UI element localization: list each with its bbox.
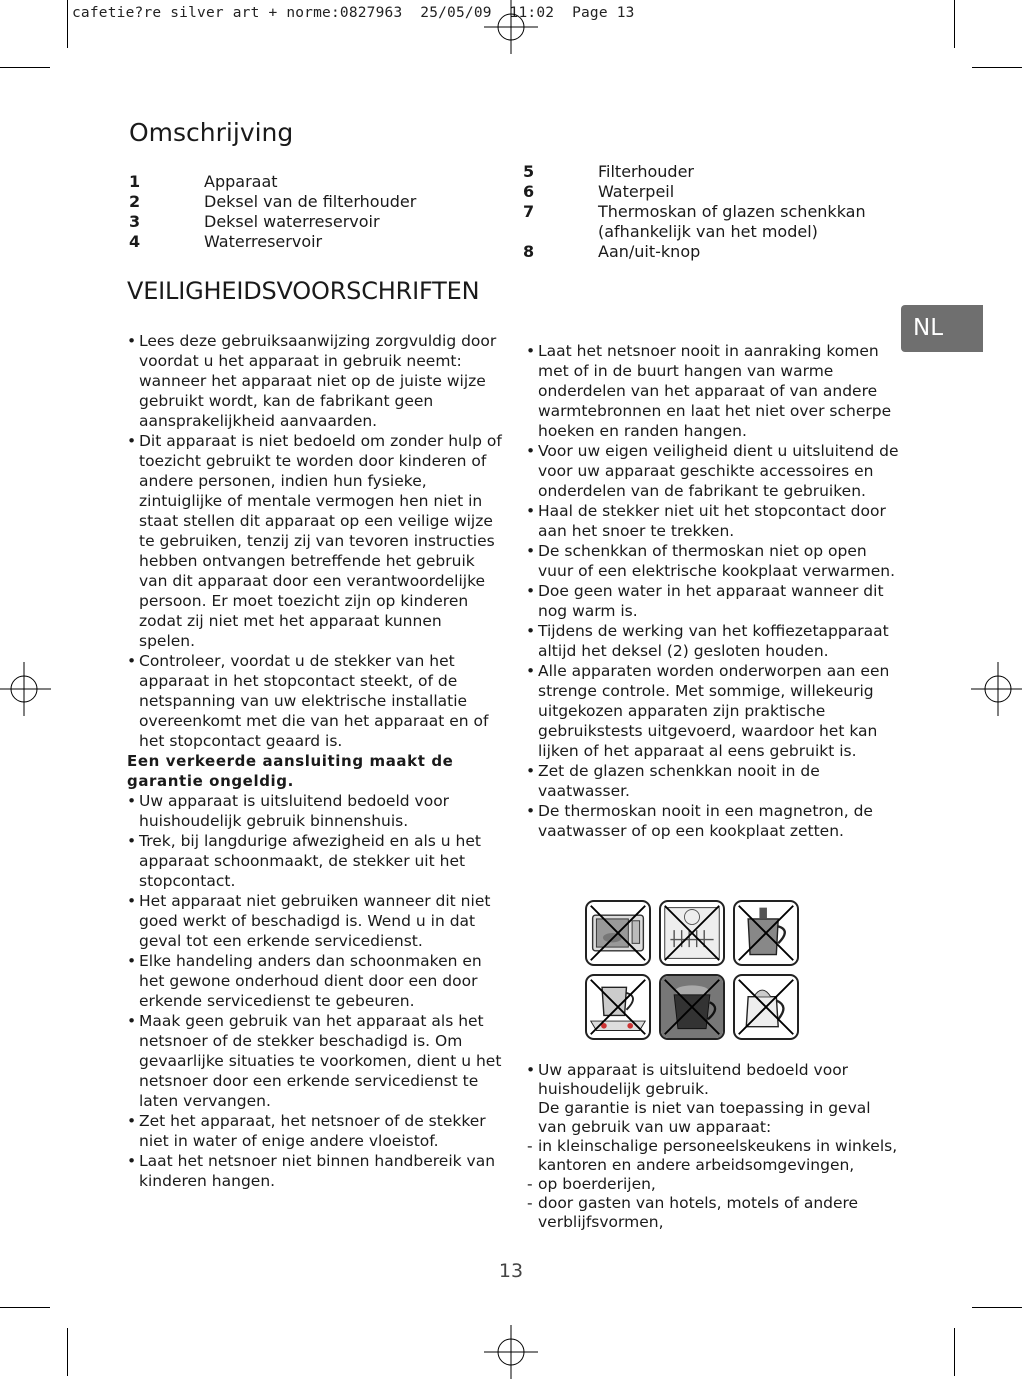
safety-bullet-item: • Trek, bij langdurige afwezigheid en als u het apparaat schoonmaakt, de stekker uit het stopcontact. <box>127 831 502 891</box>
part-item <box>523 182 903 202</box>
parts-list-left <box>129 172 489 252</box>
safety-bullet-item: • Laat het netsnoer niet binnen handbereik van kinderen hangen. <box>127 1151 502 1191</box>
safety-bullet-item: • Lees deze gebruiksaanwijzing zorgvuldig door voordat u het apparaat in gebruik neemt: wanneer het apparaat niet op de juiste wijze gebruikt wordt, kan de fabrikant geen aansprakelijkheid aanvaarden. <box>127 331 502 431</box>
part-item <box>523 162 903 182</box>
part-label: Aan/uit-knop <box>598 242 701 261</box>
crop-mark <box>67 0 68 48</box>
safety-bullet-item: • Alle apparaten worden onderworpen aan een strenge controle. Met sommige, willekeurig uitgekozen apparaten zijn praktische gebruikstests uitgevoerd, waardoor het kan lijken of het apparaat al eens gebruikt is. <box>526 661 901 761</box>
exclusion-item: - op boerderijen, <box>526 1175 901 1194</box>
dishwasher-prohibited-icon <box>659 900 725 966</box>
exclusion-item: - door gasten van hotels, motels of andere verblijfsvormen, <box>526 1194 901 1232</box>
safety-bullet-item: • Het apparaat niet gebruiken wanneer dit niet goed werkt of beschadigd is. Wend u in dat geval tot een erkende servicedienst. <box>127 891 502 951</box>
hotplate-jug-prohibited-icon <box>659 974 725 1040</box>
part-item <box>129 212 489 232</box>
safety-bullet-item: • Voor uw eigen veiligheid dient u uitsluitend de voor uw apparaat geschikte accessoires en onderdelen van de fabrikant te gebruiken. <box>526 441 901 501</box>
safety-bullet-item: • Controleer, voordat u de stekker van het apparaat in het stopcontact steekt, of de netspanning van uw elektrische installatie overeenkomt met die van het apparaat en of het stopcontact geaard is. <box>127 651 502 751</box>
registration-mark-left <box>0 662 51 716</box>
part-number: 2 <box>129 192 141 211</box>
language-tab: NL <box>901 305 983 352</box>
safety-title: VEILIGHEIDSVOORSCHRIFTEN <box>127 277 480 305</box>
part-sublabel: (afhankelijk van het model) <box>598 222 818 241</box>
part-number: 7 <box>523 202 535 221</box>
kettle-prohibited-icon <box>733 974 799 1040</box>
safety-bullet-item: • Haal de stekker niet uit het stopcontact door aan het snoer te trekken. <box>526 501 901 541</box>
safety-bullet-item: • Maak geen gebruik van het apparaat als het netsnoer of de stekker beschadigd is. Om gevaarlijke situaties te voorkomen, dient u het netsnoer door een erkende servicedienst te laten vervangen. <box>127 1011 502 1111</box>
safety-bullet-item: • De schenkkan of thermoskan niet op open vuur of een elektrische kookplaat verwarmen. <box>526 541 901 581</box>
crop-mark <box>0 67 50 68</box>
part-label: Filterhouder <box>598 162 694 181</box>
safety-bullet-item: • Laat het netsnoer nooit in aanraking komen met of in de buurt hangen van warme onderdelen van het apparaat of van andere warmtebronnen en laat het niet over scherpe hoeken en randen hangen. <box>526 341 901 441</box>
safety-right-column-top <box>526 341 901 841</box>
safety-right-column-bottom <box>526 1061 901 1232</box>
safety-left-column <box>127 331 502 1191</box>
registration-mark-bottom <box>484 1325 538 1379</box>
page-number: 13 <box>498 1260 524 1282</box>
parts-list-right <box>523 162 903 262</box>
safety-bullet-item: • Uw apparaat is uitsluitend bedoeld voor huishoudelijk gebruik binnenshuis. <box>127 791 502 831</box>
safety-bullet-item: • Uw apparaat is uitsluitend bedoeld voor huishoudelijk gebruik. <box>526 1061 901 1099</box>
exclusion-item: - in kleinschalige personeelskeukens in winkels, kantoren en andere arbeidsomgevingen, <box>526 1137 901 1175</box>
registration-mark-right <box>971 662 1022 716</box>
safety-bullet-item: • Elke handeling anders dan schoonmaken en het gewone onderhoud dient door een door erkende servicedienst te gebeuren. <box>127 951 502 1011</box>
safety-bullet-item: • Tijdens de werking van het koffiezetapparaat altijd het deksel (2) gesloten houden. <box>526 621 901 661</box>
part-number: 8 <box>523 242 535 261</box>
part-item <box>523 202 903 222</box>
warranty-warning: Een verkeerde aansluiting maakt de garantie ongeldig. <box>127 752 454 790</box>
part-label: Deksel waterreservoir <box>204 212 380 231</box>
part-item <box>523 242 903 262</box>
crop-mark <box>0 1307 50 1308</box>
part-label: Apparaat <box>204 172 278 191</box>
safety-bullet-item: • Zet het apparaat, het netsnoer of de stekker niet in water of enige andere vloeistof. <box>127 1111 502 1151</box>
part-item <box>129 172 489 192</box>
crop-mark <box>954 0 955 48</box>
part-label: Deksel van de filterhouder <box>204 192 417 211</box>
crop-mark <box>67 1328 68 1376</box>
safety-paragraph: De garantie is niet van toepassing in geval van gebruik van uw apparaat: <box>538 1099 871 1136</box>
safety-bullet-item: • Doe geen water in het apparaat wanneer dit nog warm is. <box>526 581 901 621</box>
part-number: 4 <box>129 232 141 251</box>
safety-bullet-item: • Zet de glazen schenkkan nooit in de vaatwasser. <box>526 761 901 801</box>
part-label: Thermoskan of glazen schenkkan <box>598 202 866 221</box>
part-label: Waterreservoir <box>204 232 323 251</box>
crop-mark <box>972 67 1022 68</box>
part-number: 1 <box>129 172 141 191</box>
part-item <box>129 192 489 212</box>
part-label: Waterpeil <box>598 182 675 201</box>
safety-bullet-item: • Dit apparaat is niet bedoeld om zonder hulp of toezicht gebruikt te worden door kinderen of andere personen, indien hun fysieke, zintuiglijke of mentale vermogen hen niet in staat stellen dit apparaat op een veilige wijze te gebruiken, tenzij zij van tevoren instructies hebben ontvangen betreffende het gebruik van dit apparaat door een verantwoordelijke persoon. Er moet toezicht zijn op kinderen zodat zij niet met het apparaat kunnen spelen. <box>127 431 502 651</box>
part-number: 5 <box>523 162 535 181</box>
hob-prohibited-icon <box>585 974 651 1040</box>
description-title: Omschrijving <box>129 118 294 147</box>
crop-mark <box>954 1328 955 1376</box>
part-item <box>129 232 489 252</box>
microwave-prohibited-icon <box>585 900 651 966</box>
safety-bullet-item: • De thermoskan nooit in een magnetron, de vaatwasser of op een kookplaat zetten. <box>526 801 901 841</box>
part-number: 6 <box>523 182 535 201</box>
part-number: 3 <box>129 212 141 231</box>
jug-prohibited-icon <box>733 900 799 966</box>
crop-mark <box>972 1307 1022 1308</box>
print-slug: cafetie?re silver art + norme:0827963 25/05/09 11:02 Page 13 <box>72 5 635 21</box>
registration-mark-top <box>484 0 538 54</box>
